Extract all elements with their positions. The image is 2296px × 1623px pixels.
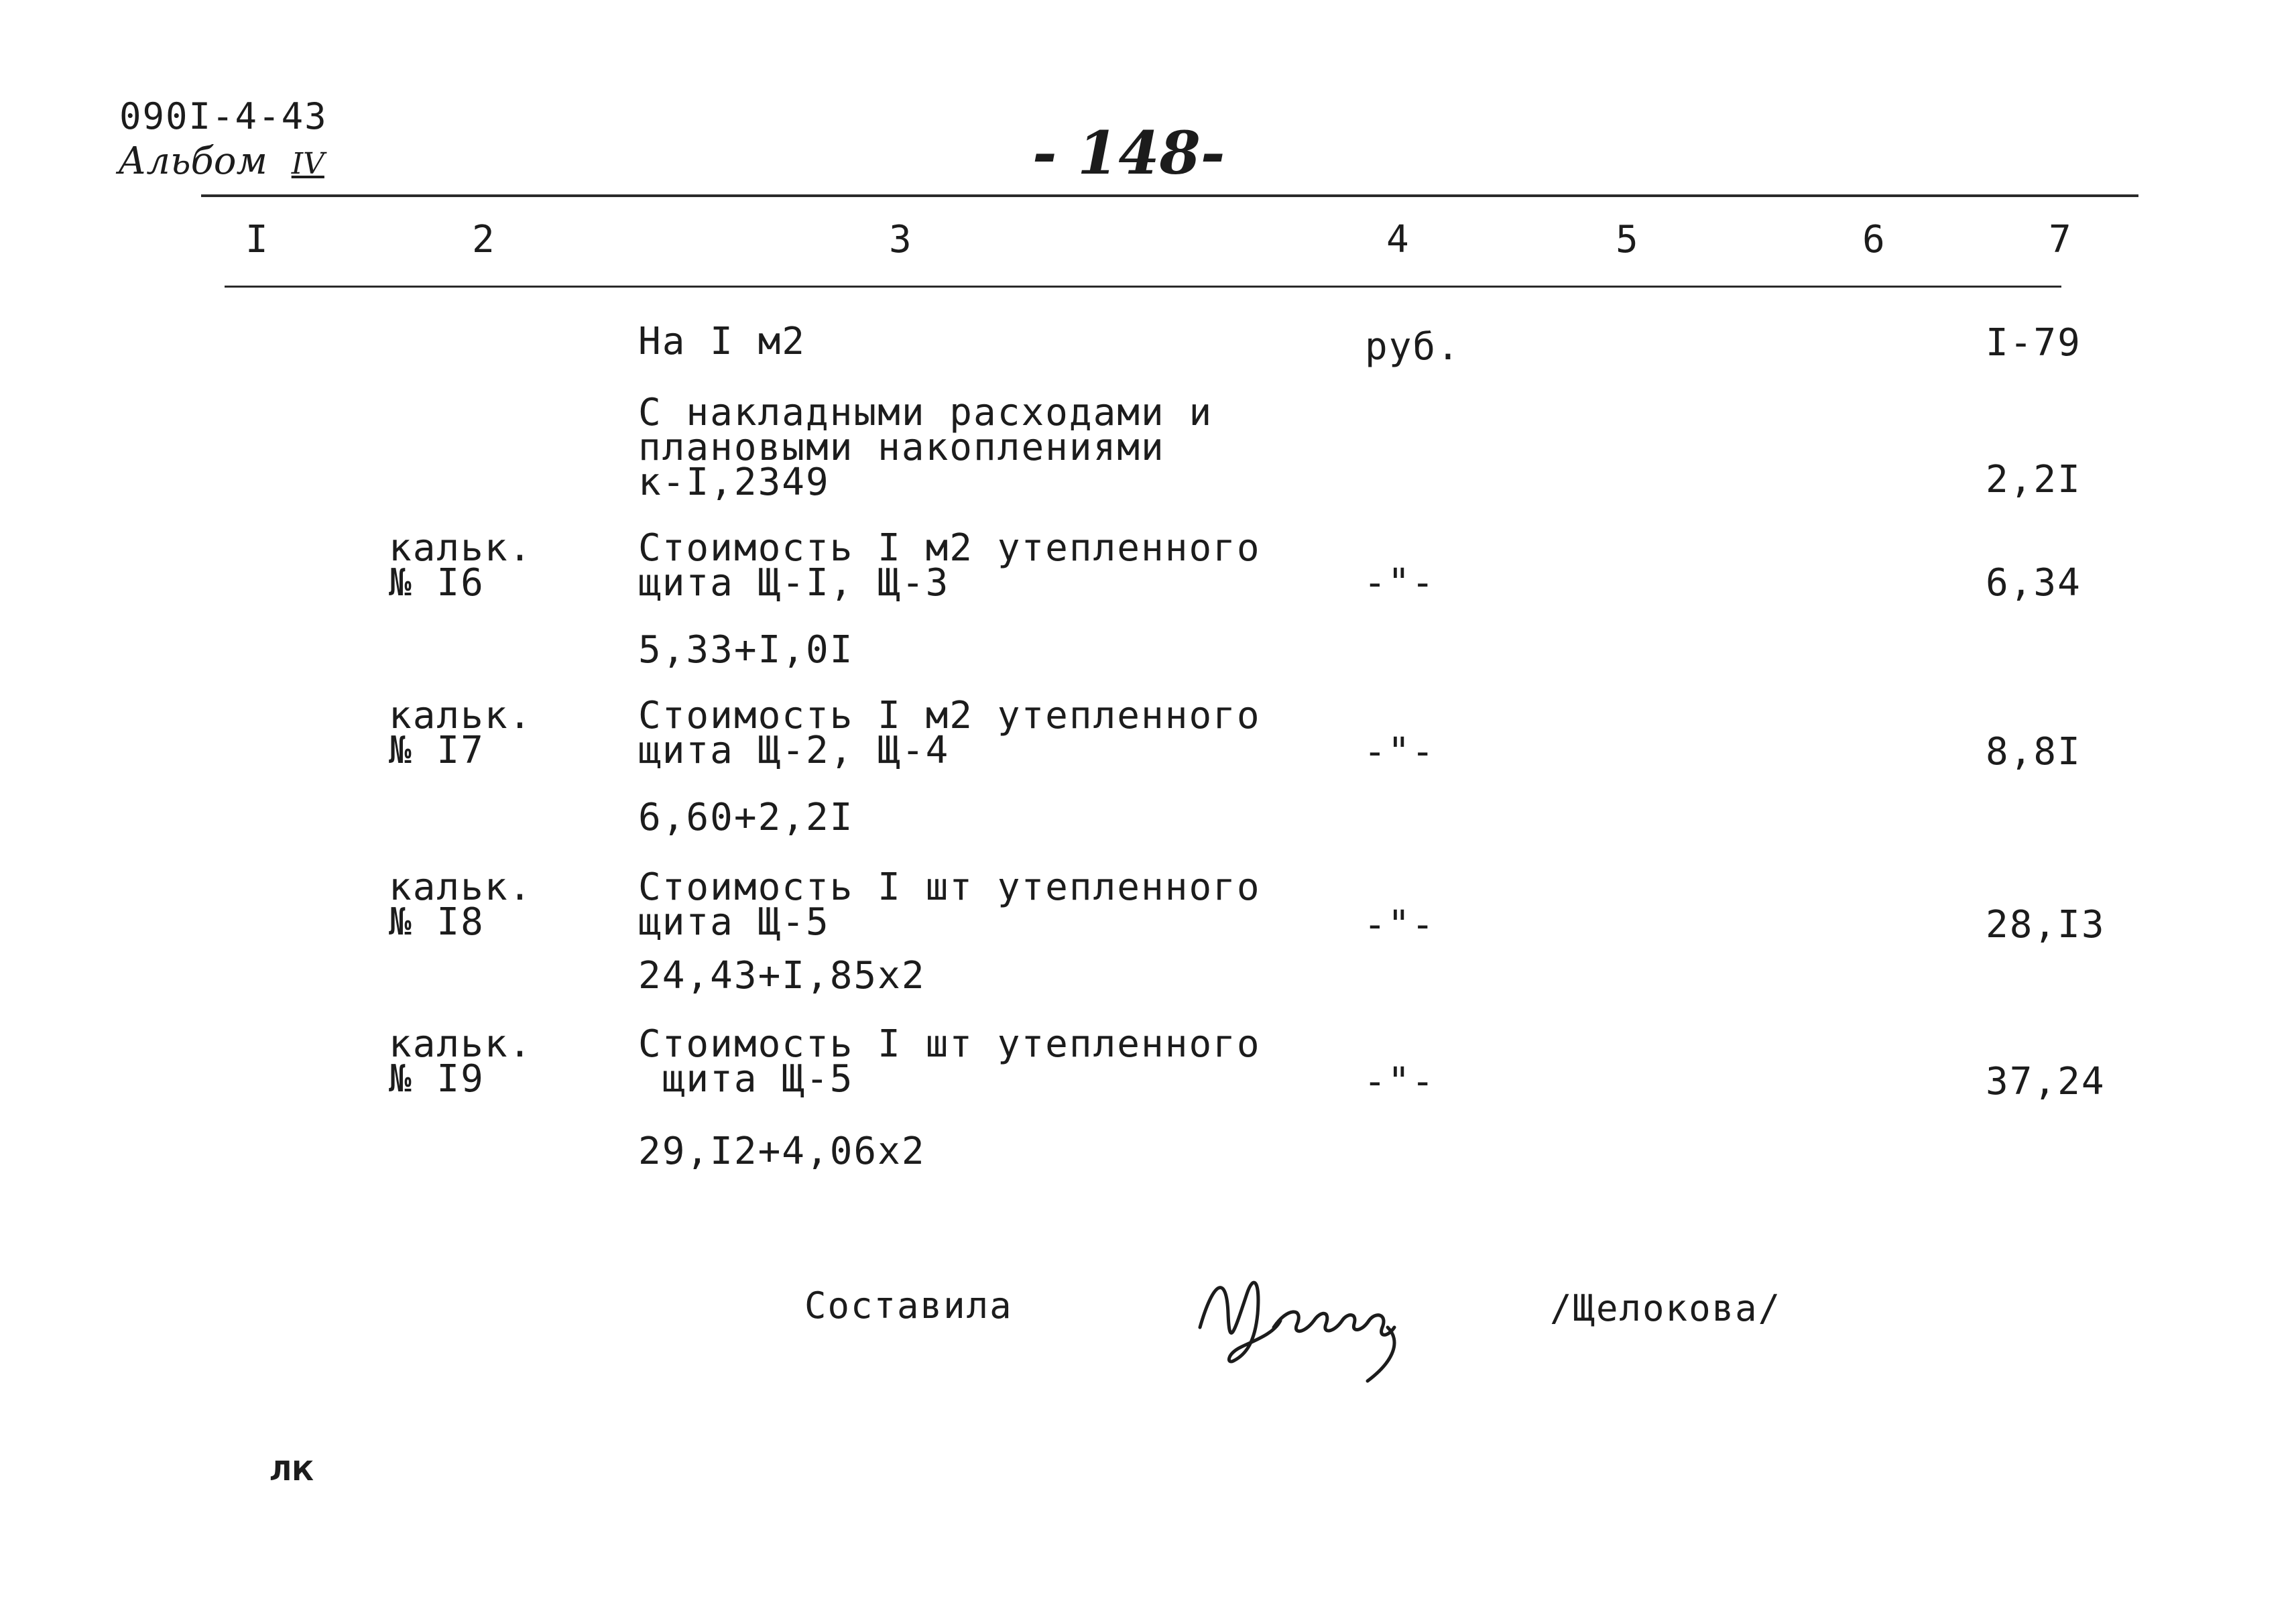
row-unit: -"-: [1364, 903, 1436, 947]
row-description-line-1: Стоимость I м2 утепленного: [638, 526, 1261, 570]
row-description-line-1: Стоимость I шт утепленного: [638, 1022, 1261, 1066]
row-formula: 6,60+2,2I: [638, 796, 854, 839]
document-code: 090I-4-43: [119, 95, 328, 137]
column-header-4: 4: [1386, 218, 1410, 261]
row-formula: 5,33+I,0I: [638, 628, 854, 672]
row-formula: 24,43+I,85x2: [638, 954, 926, 998]
header-bottom-rule: [225, 286, 2061, 288]
row-value: I-79: [1986, 321, 2081, 365]
column-header-5: 5: [1616, 218, 1640, 261]
row-description: На I м2: [638, 320, 806, 363]
album-label-text: Альбом: [118, 139, 267, 183]
row-value: 28,I3: [1986, 903, 2106, 947]
column-header-3: 3: [889, 218, 913, 261]
album-label: [118, 139, 324, 183]
row-formula: 29,I2+4,06x2: [638, 1130, 926, 1173]
album-number: IV: [291, 147, 324, 181]
row-unit: руб.: [1365, 325, 1461, 369]
row-description-line-1: С накладными расходами и: [638, 391, 1213, 434]
row-description-line-2: плановыми накоплениями: [638, 426, 1165, 469]
row-description-line-2: щита Щ-2, Щ-4: [638, 729, 950, 772]
column-header-2: 2: [472, 218, 496, 261]
row-value: 8,8I: [1986, 730, 2081, 774]
column-header-1: I: [245, 218, 269, 261]
row-ref-line-1: кальк.: [389, 865, 533, 909]
compiled-by-label: Составила: [804, 1284, 1013, 1327]
row-description-line-3: к-I,2349: [638, 461, 830, 504]
column-header-7: 7: [2049, 218, 2073, 261]
row-ref-line-2: № I9: [389, 1057, 485, 1101]
row-description-line-2: щита Щ-5: [638, 900, 830, 944]
table-top-rule: [201, 194, 2138, 197]
row-ref-line-2: № I6: [389, 561, 485, 605]
row-description-line-2: щита Щ-5: [638, 1057, 854, 1101]
page-number: - 148-: [1032, 118, 1225, 188]
row-ref-line-1: кальк.: [389, 1022, 533, 1066]
row-ref-line-2: № I7: [389, 729, 485, 772]
row-ref-line-2: № I8: [389, 900, 485, 944]
row-description-line-1: Стоимость I шт утепленного: [638, 865, 1261, 909]
signature-image: [1187, 1254, 1428, 1388]
row-unit: -"-: [1364, 1060, 1436, 1103]
row-value: 6,34: [1986, 561, 2081, 605]
row-value: 37,24: [1986, 1060, 2106, 1103]
document-mark: ЛК: [269, 1456, 314, 1487]
row-ref-line-1: кальк.: [389, 526, 533, 570]
row-description-line-2: щита Щ-I, Щ-3: [638, 561, 950, 605]
compiler-name: /Щелокова/: [1550, 1287, 1782, 1329]
row-description-line-1: Стоимость I м2 утепленного: [638, 694, 1261, 737]
row-ref-line-1: кальк.: [389, 694, 533, 737]
row-value: 2,2I: [1986, 458, 2081, 501]
row-unit: -"-: [1364, 561, 1436, 605]
column-header-6: 6: [1862, 218, 1886, 261]
row-unit: -"-: [1364, 730, 1436, 774]
